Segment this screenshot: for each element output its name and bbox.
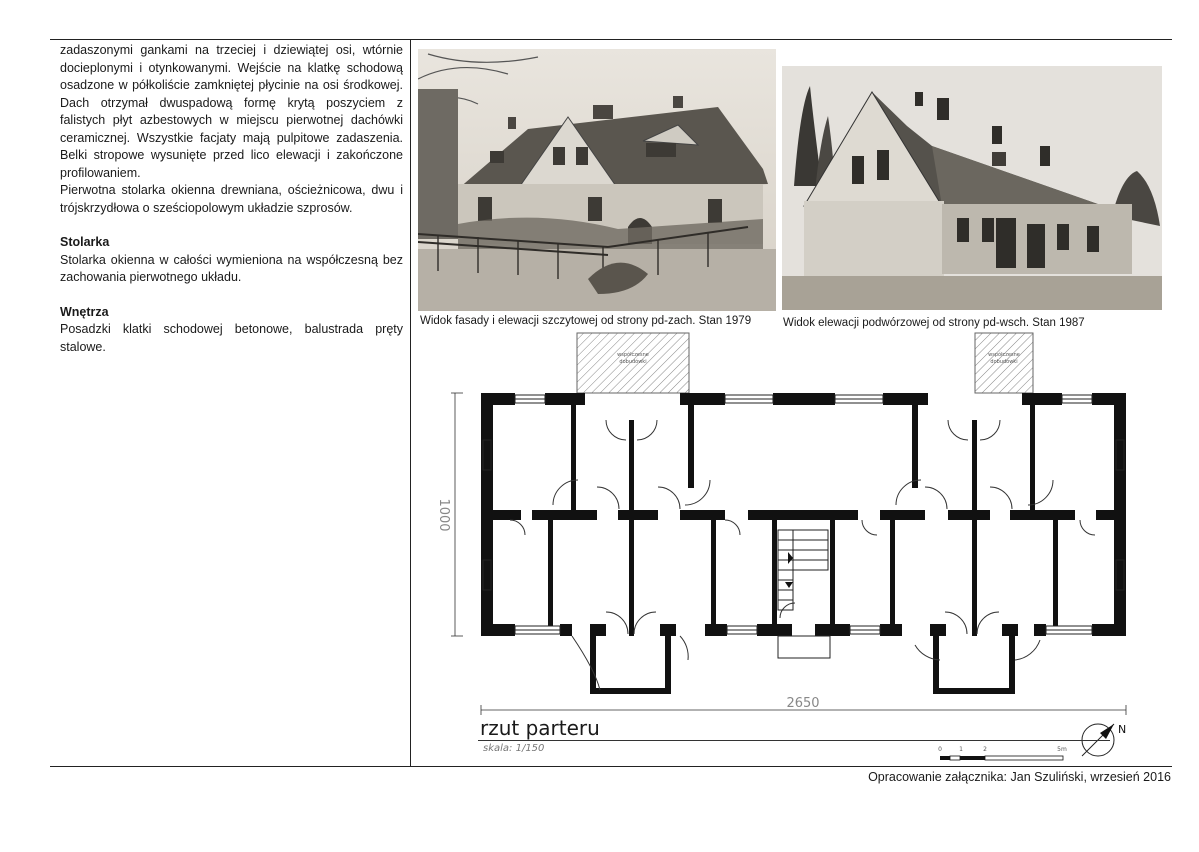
svg-text:5m: 5m <box>1057 746 1067 753</box>
porch-left <box>577 333 689 393</box>
svg-text:współczesne: współczesne <box>617 352 649 358</box>
stair-arrow-icon <box>785 582 793 588</box>
heading-stolarka: Stolarka <box>60 235 110 249</box>
plan-title: rzut parteru <box>480 716 600 740</box>
stair-arrow-icon <box>788 552 793 564</box>
svg-text:dobudówki: dobudówki <box>619 359 647 365</box>
svg-text:2: 2 <box>983 746 987 753</box>
wnetrza-paragraph: Posadzki klatki schodowej betonowe, balustrada pręty stalowe. <box>60 322 403 354</box>
svg-text:1: 1 <box>959 746 963 753</box>
svg-text:0: 0 <box>938 746 942 753</box>
scale-bar <box>938 746 1067 760</box>
svg-text:dobudówki: dobudówki <box>990 359 1018 365</box>
plan-scale-label: skala: 1/150 <box>483 743 545 754</box>
windows-paragraph: Pierwotna stolarka okienna drewniana, ościeżnicowa, dwu i trójskrzydłowa o sześciopolowym układzie szprosów. <box>60 183 403 215</box>
footer-credit: Opracowanie załącznika: Jan Szuliński, wrzesień 2016 <box>868 770 1171 784</box>
svg-text:N: N <box>1118 723 1127 736</box>
porch-right <box>975 333 1033 393</box>
caption-left-photo: Widok fasady i elewacji szczytowej od strony pd-zach. Stan 1979 <box>420 315 752 327</box>
stolarka-paragraph: Stolarka okienna w całości wymieniona na współczesną bez zachowania pierwotnego układu. <box>60 252 403 284</box>
dimension-height-label: 1000 <box>436 498 451 532</box>
caption-right-photo: Widok elewacji podwórzowej od strony pd-wsch. Stan 1987 <box>783 317 1085 329</box>
plan-doors <box>510 420 1095 690</box>
plan-staircase <box>778 530 830 658</box>
dimension-width-label: 2650 <box>786 696 820 711</box>
description-paragraph: zadaszonymi gankami na trzeciej i dziewiątej osi, wtórnie docieplonymi i otynkowanymi. Wejście na klatkę schodową osadzone w półkoliście zamkniętej płycinie na osi środkowej. Dach otrzymał dwuspadową formę krytą poszyciem z falistych płyt azbestowych w miejscu pierwotnej dachówki ceramicznej. Wszystkie facjaty mają pulpitowe zadaszenia. Belki stropowe wysunięte przed lico elewacji i zakończone profilowaniem. <box>60 43 403 180</box>
svg-text:współczesne: współczesne <box>988 352 1020 358</box>
heading-wnetrza: Wnętrza <box>60 304 109 319</box>
plan-walls <box>481 393 1126 694</box>
plan-title-underline <box>478 740 1110 741</box>
